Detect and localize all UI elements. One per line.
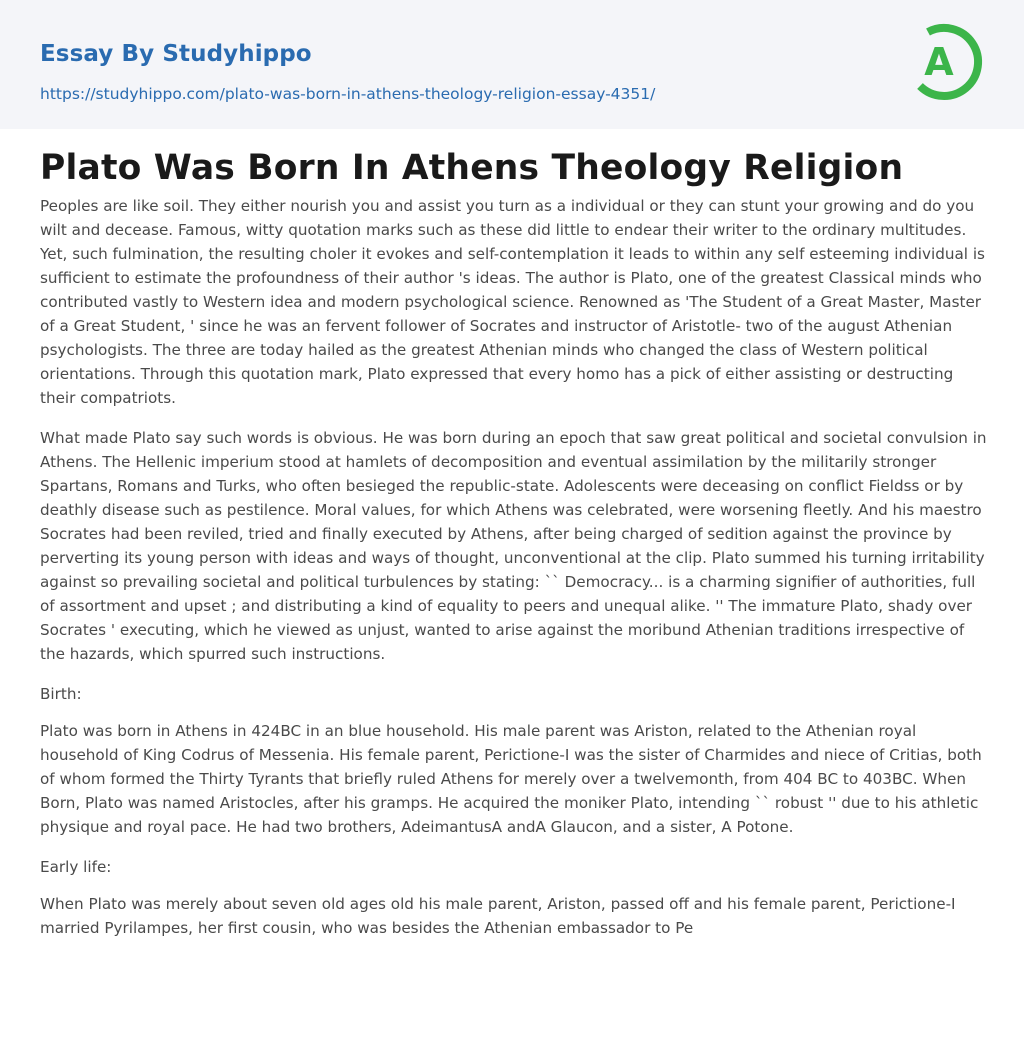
logo-letter: A (924, 40, 954, 84)
page-title: Plato Was Born In Athens Theology Religion (40, 148, 904, 188)
paragraph-intro: Peoples are like soil. They either nourish you and assist you turn as a individual or they can stunt your growing and do you wilt and decease. Famous, witty quotation marks such as these did little to endear their writer to the ordinary multitudes. Yet, such fulmination, the resulting choler it evokes and self-contemplation it leads to within any self esteeming individual is sufficient to estimate the profoundness of their author 's ideas. The author is Plato, one of the greatest Classical minds who contributed vastly to Western idea and modern psychological science. Renowned as 'The Student of a Great Master, Master of a Great Student, ' since he was an fervent follower of Socrates and instructor of Aristotle- two of the august Athenian psychologists. The three are today hailed as the greatest Athenian minds who changed the class of Western political orientations. Through this quotation mark, Plato expressed that every homo has a pick of either assisting or destructing their compatriots. (40, 197, 985, 407)
section-heading-early-life: Early life: (40, 858, 112, 876)
paragraph-early-life: When Plato was merely about seven old ages old his male parent, Ariston, passed off and his female parent, Perictione-I married Pyrilampes, her first cousin, who was besides the Athenian embassador to Pe (40, 895, 956, 937)
article-url-link[interactable]: https://studyhippo.com/plato-was-born-in-athens-theology-religion-essay-4351/ (40, 85, 656, 103)
studyhippo-logo-icon[interactable] (912, 19, 986, 105)
paragraph-birth: Plato was born in Athens in 424BC in an blue household. His male parent was Ariston, related to the Athenian royal household of King Codrus of Messenia. His female parent, Perictione-I was the sister of Charmides and niece of Critias, both of whom formed the Thirty Tyrants that briefly ruled Athens for merely over a twelvemonth, from 404 BC to 403BC. When Born, Plato was named Aristocles, after his gramps. He acquired the moniker Plato, intending `` robust '' due to his athletic physique and royal pace. He had two brothers, AdeimantusA andA Glaucon, and a sister, A Potone. (40, 722, 982, 836)
section-heading-birth: Birth: (40, 685, 82, 703)
article-body (40, 194, 988, 956)
paragraph-context: What made Plato say such words is obvious. He was born during an epoch that saw great political and societal convulsion in Athens. The Hellenic imperium stood at hamlets of decomposition and eventual assimilation by the militarily stronger Spartans, Romans and Turks, who often besieged the republic-state. Adolescents were deceasing on conflict Fieldss or by deathly disease such as pestilence. Moral values, for which Athens was celebrated, were worsening fleetly. And his maestro Socrates had been reviled, tried and finally executed by Athens, after being charged of sedition against the province by perverting its young person with ideas and ways of thought, unconventional at the clip. Plato summed his turning irritability against so prevailing societal and political turbulences by stating: `` Democracy... is a charming signifier of authorities, full of assortment and upset ; and distributing a kind of equality to peers and unequal alike. '' The immature Plato, shady over Socrates ' executing, which he viewed as unjust, wanted to arise against the moribund Athenian traditions irrespective of the hazards, which spurred such instructions. (40, 429, 987, 663)
site-title[interactable]: Essay By Studyhippo (40, 41, 312, 67)
